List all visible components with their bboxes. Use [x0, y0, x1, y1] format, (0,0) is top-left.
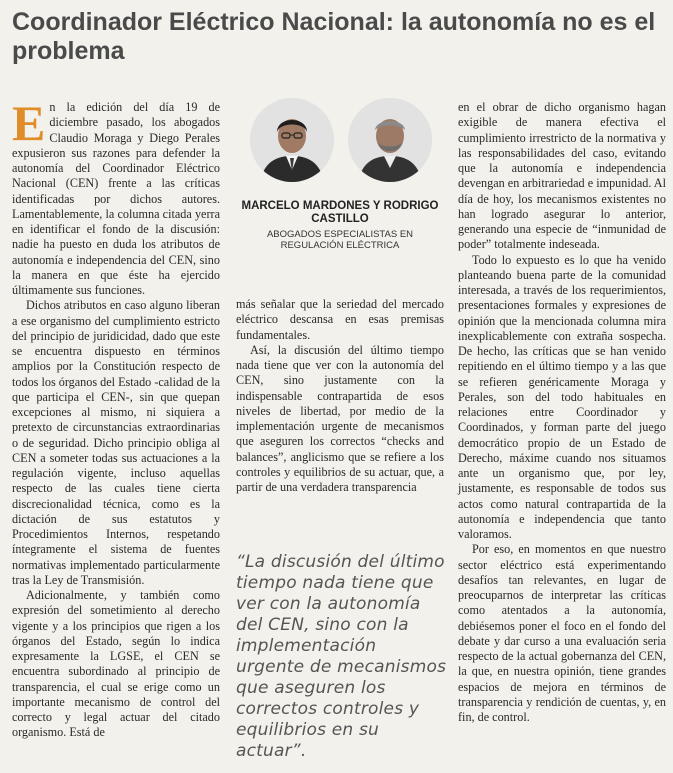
author-names: MARCELO MARDONES Y RODRIGO CASTILLO	[241, 200, 439, 225]
column-2	[236, 297, 444, 495]
pull-quote: “La discusión del último tiempo nada tiene que ver con la autonomía del CEN, sino con la implementación urgente de mecanismos que aseguren los correctos controles y equilibrios en su actuar”.	[236, 552, 447, 761]
paragraph: Por eso, en momentos en que nuestro sector eléctrico está experimentando desafíos tan relevantes, en lugar de preocuparnos de interpretar las críticas como atentados a la autonomía, debiésemos poner el foco en el fondo del debate y dar curso a una evaluación seria respecto de la actual gobernanza del CEN, la que, en nuestra opinión, tiene grandes espacios de mejora en términos de transparencia y rendición de cuentas, y, en fin, de control.	[458, 542, 666, 724]
paragraph: Dichos atributos en caso alguno liberan a ese organismo del cumplimiento estricto del principio de juridicidad, dado que este se encuentra dispuesto en términos amplios por la Constitución respecto de todos los órganos del Estado -calidad de la que participa el CEN-, sin que quepan excepciones al mismo, ni siquiera a pretexto de circunstancias extraordinarias o de seguridad. Dicho principio obliga al CEN a someter todas sus actuaciones a la regulación vigente, incluso aquellas respecto de las cuales tiene cierta discrecionalidad técnica, como es la dictación de sus estatutos y Procedimientos Internos, respetando íntegramente el sistema de fuentes normativas implementado particularmente tras la Ley de Transmisión.	[12, 298, 220, 587]
column-1	[12, 95, 220, 741]
paragraph: más señalar que la seriedad del mercado eléctrico descansa en esas premisas fundamentales.	[236, 297, 444, 342]
paragraph: Adicionalmente, y también como expresión del sometimiento al derecho vigente y a los principios que rigen a los órganos del Estado, según lo indica expresamente la LGSE, el CEN se encuentra subordinado al principio de transparencia, el cual se erige como un importante mecanismo de control del correcto y legal actuar del citado organismo. Está de	[12, 588, 220, 740]
author-role: ABOGADOS ESPECIALISTAS EN REGULACIÓN ELÉCTRICA	[266, 229, 414, 251]
paragraph: Así, la discusión del último tiempo nada tiene que ver con la autonomía del CEN, sino justamente con la indispensable contrapartida de esos niveles de libertad, por medio de la implementación urgente de mecanismos que aseguren los correctos “checks and balances”, anglicismo que se refiere a los controles y equilibrios de su actuar, que, a partir de una verdadera transparencia	[236, 342, 444, 494]
author-photo-mardones	[250, 98, 334, 182]
paragraph: Todo lo expuesto es lo que ha venido planteando buena parte de la comunidad interesada, a través de los requerimientos, presentaciones formales y expresiones de opinión que la mencionada columna mira inexplicablemente con extraña sospecha. De hecho, las críticas que se han venido repitiendo en el último tiempo y a las que se refieren genéricamente Moraga y Perales, son del todo habituales en relaciones entre Coordinador y Coordinados, y forman parte del juego democrático propio de un Estado de Derecho, máxime cuando nos situamos ante un organismo que, por ley, justamente, es responsable de todos sus actos como natural contrapartida de la autonomía e independencia que tanto valoramos.	[458, 252, 666, 541]
paragraph: en el obrar de dicho organismo hagan exigible de manera efectiva el cumplimiento irrestricto de la normativa y las responsabilidades del caso, evitando que la autonomía e independencia devengan en arbitrariedad e impunidad. Al día de hoy, los mecanismos existentes no han logrado asegurar lo anterior, generando una especie de “inmunidad de poder” totalmente indeseada.	[458, 100, 666, 252]
paragraph-text: n la edición del día 19 de diciembre pasado, los abogados Claudio Moraga y Diego Perales expusieron sus razones para defender la autonomía del Coordinador Eléctrico Nacional (CEN) frente a las críticas identificadas por dichos autores. Lamentablemente, la columna citada yerra en identificar el fondo de la discusión: nadie ha puesto en duda los atributos de autonomía e independencia del CEN, sino la manera en que éste ha ejercido últimamente sus funciones.	[12, 100, 220, 297]
drop-cap: E	[12, 95, 46, 151]
column-3	[458, 100, 666, 725]
paragraph	[12, 95, 220, 298]
headline: Coordinador Eléctrico Nacional: la autonomía no es el problema	[12, 8, 656, 65]
author-byline	[236, 200, 444, 251]
author-photo-castillo	[348, 98, 432, 182]
